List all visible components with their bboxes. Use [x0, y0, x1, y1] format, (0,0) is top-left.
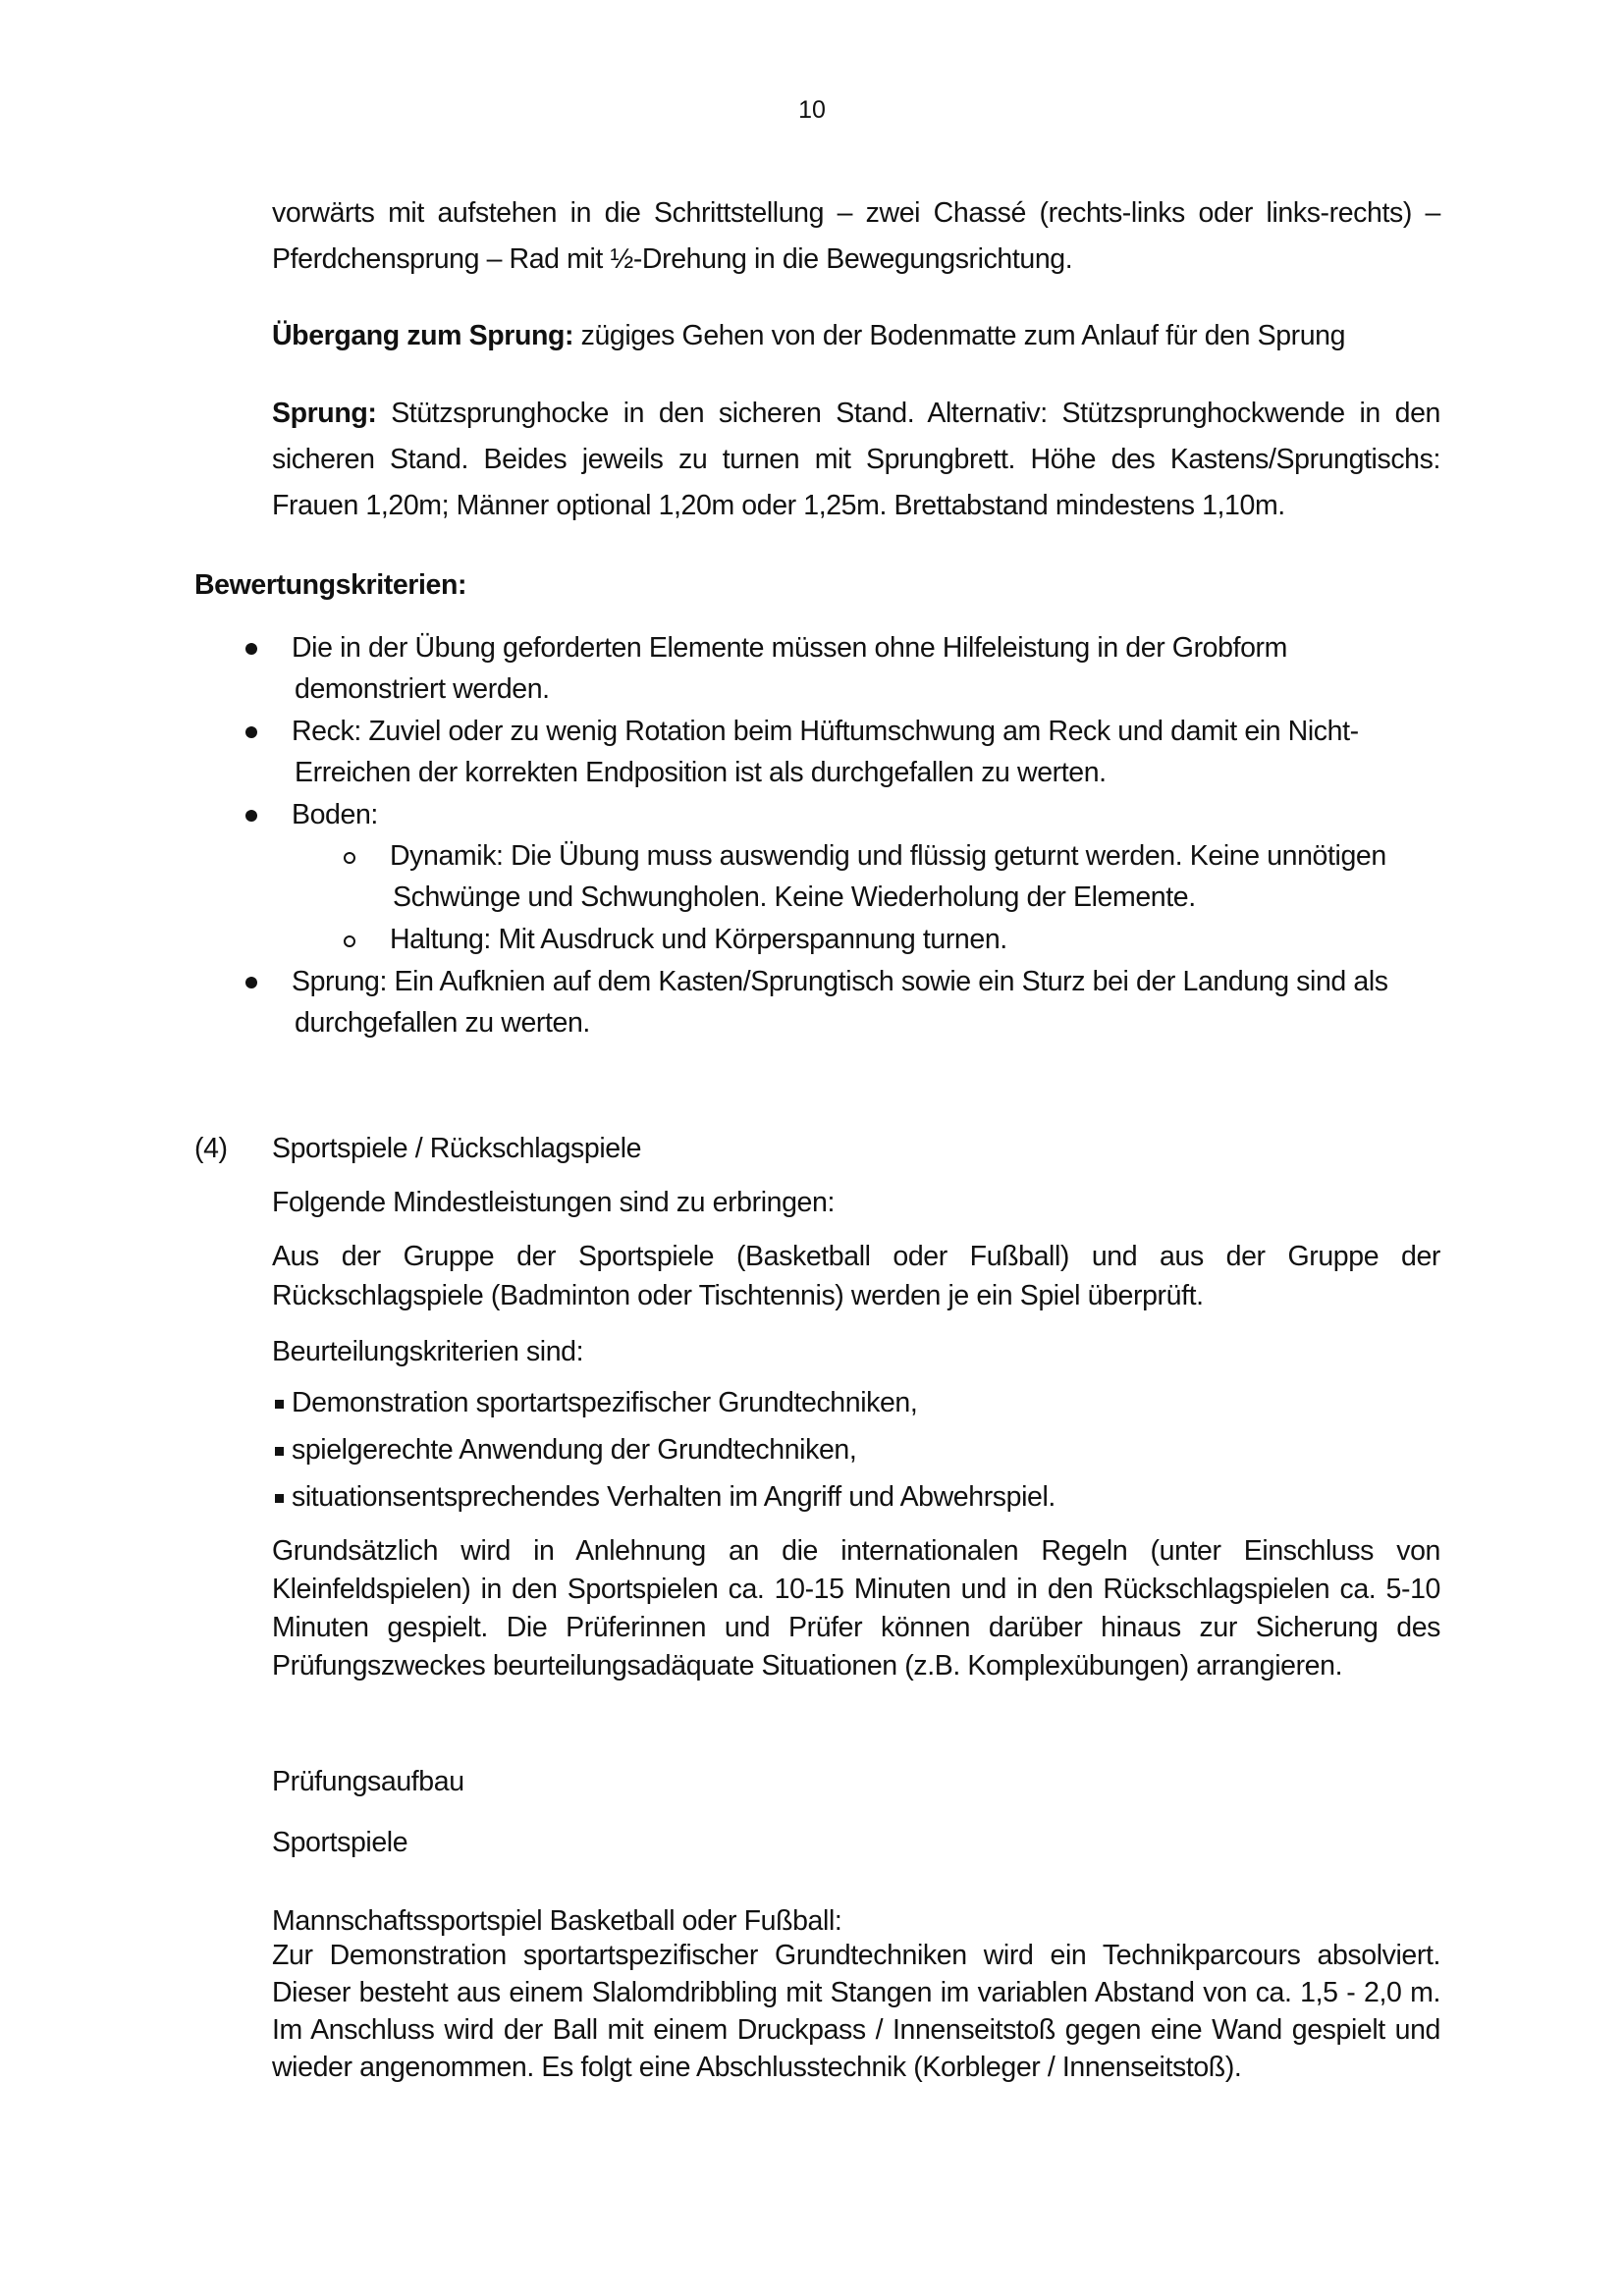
gruppe-paragraph: Aus der Gruppe der Sportspiele (Basketball oder Fußball) und aus der Gruppe der Rückschlagspiele (Badminton oder Tischtennis) werden je ein Spiel überprüft.: [272, 1241, 1440, 1311]
bullet-dot-icon: [245, 810, 257, 822]
intro-line-1: vorwärts mit aufstehen in die Schrittstellung – zwei Chassé (rechts-links oder links-rechts) –: [272, 197, 1440, 229]
uebergang-paragraph: [272, 314, 1440, 359]
bullet-dot-icon: [245, 977, 257, 988]
sportspiele-label: Sportspiele: [272, 1827, 408, 1858]
mindestleistungen-text: Folgende Mindestleistungen sind zu erbringen:: [272, 1187, 835, 1218]
bewertung-bullet-1-line-1: Die in der Übung geforderten Elemente müssen ohne Hilfeleistung in der Grobform: [292, 632, 1287, 664]
boden-sub-1-line-1: Dynamik: Die Übung muss auswendig und flüssig geturnt werden. Keine unnötigen: [390, 840, 1386, 872]
kriterium-3: situationsentsprechendes Verhalten im Angriff und Abwehrspiel.: [292, 1481, 1056, 1513]
sub-bullet-circle-icon: [344, 935, 355, 947]
bewertung-heading-text: Bewertungskriterien:: [194, 569, 467, 601]
sub-bullet-circle-icon: [344, 852, 355, 864]
bewertung-bullet-3: Boden:: [292, 799, 378, 830]
technikparcours-paragraph: Zur Demonstration sportartspezifischer Grundtechniken wird ein Technikparcours absolviert. Dieser besteht aus einem Slalomdribbling mit Stangen im variablen Abstand von ca. 1,5 - 2,0 m. Im Anschluss wird der Ball mit einem Druckpass / Innenseitstoß gegen eine Wand gespielt und wieder angenommen. Es folgt eine Abschlusstechnik (Korbleger / Innenseitstoß).: [272, 1940, 1440, 2083]
sprung-paragraph: [272, 391, 1440, 529]
square-bullet-icon: [275, 1400, 284, 1409]
bewertung-bullet-1-line-2: demonstriert werden.: [295, 673, 550, 705]
square-bullet-icon: [275, 1447, 284, 1456]
pruefungsaufbau-label: Prüfungsaufbau: [272, 1766, 464, 1797]
bewertung-heading: [194, 563, 466, 609]
mannschaftssportspiel-label: Mannschaftssportspiel Basketball oder Fußball:: [272, 1905, 842, 1937]
grundsatz-paragraph: Grundsätzlich wird in Anlehnung an die internationalen Regeln (unter Einschluss von Kleinfeldspielen) in den Sportspielen ca. 10-15 Minuten und in den Rückschlagspielen ca. 5-10 Minuten gespielt. Die Prüferinnen und Prüfer können darüber hinaus zur Sicherung des Prüfungszweckes beurteilungsadäquate Situationen (z.B. Komplexübungen) arrangieren.: [272, 1535, 1440, 1682]
section-title: Sportspiele / Rückschlagspiele: [272, 1133, 642, 1164]
bewertung-bullet-2-line-2: Erreichen der korrekten Endposition ist als durchgefallen zu werten.: [295, 757, 1107, 788]
uebergang-text: zügiges Gehen von der Bodenmatte zum Anlauf für den Sprung: [573, 320, 1346, 351]
bullet-dot-icon: [245, 726, 257, 738]
sprung-label: Sprung:: [272, 398, 377, 429]
uebergang-label: Übergang zum Sprung:: [272, 320, 574, 351]
section-number: (4): [194, 1133, 228, 1164]
bewertung-bullet-2-line-1: Reck: Zuviel oder zu wenig Rotation beim Hüftumschwung am Reck und damit ein Nicht-: [292, 716, 1359, 747]
boden-sub-1-line-2: Schwünge und Schwungholen. Keine Wiederholung der Elemente.: [393, 881, 1196, 913]
intro-line-2: Pferdchensprung – Rad mit ½-Drehung in die Bewegungsrichtung.: [272, 243, 1073, 275]
bewertung-bullet-4-line-2: durchgefallen zu werten.: [295, 1007, 590, 1039]
bullet-dot-icon: [245, 643, 257, 655]
beurteilungskriterien-label: Beurteilungskriterien sind:: [272, 1336, 584, 1367]
page-number: 10: [798, 96, 826, 124]
kriterium-1: Demonstration sportartspezifischer Grundtechniken,: [292, 1387, 918, 1418]
square-bullet-icon: [275, 1494, 284, 1503]
bewertung-bullet-4-line-1: Sprung: Ein Aufknien auf dem Kasten/Sprungtisch sowie ein Sturz bei der Landung sind als: [292, 966, 1388, 997]
boden-sub-2: Haltung: Mit Ausdruck und Körperspannung turnen.: [390, 924, 1007, 955]
kriterium-2: spielgerechte Anwendung der Grundtechniken,: [292, 1434, 857, 1466]
sprung-text: Stützsprunghocke in den sicheren Stand. Alternativ: Stützsprunghockwende in den sicheren Stand. Beides jeweils zu turnen mit Sprungbrett. Höhe des Kastens/Sprungtischs: Frauen 1,20m; Männer optional 1,20m oder 1,25m. Brettabstand mindestens 1,10m.: [272, 398, 1440, 521]
